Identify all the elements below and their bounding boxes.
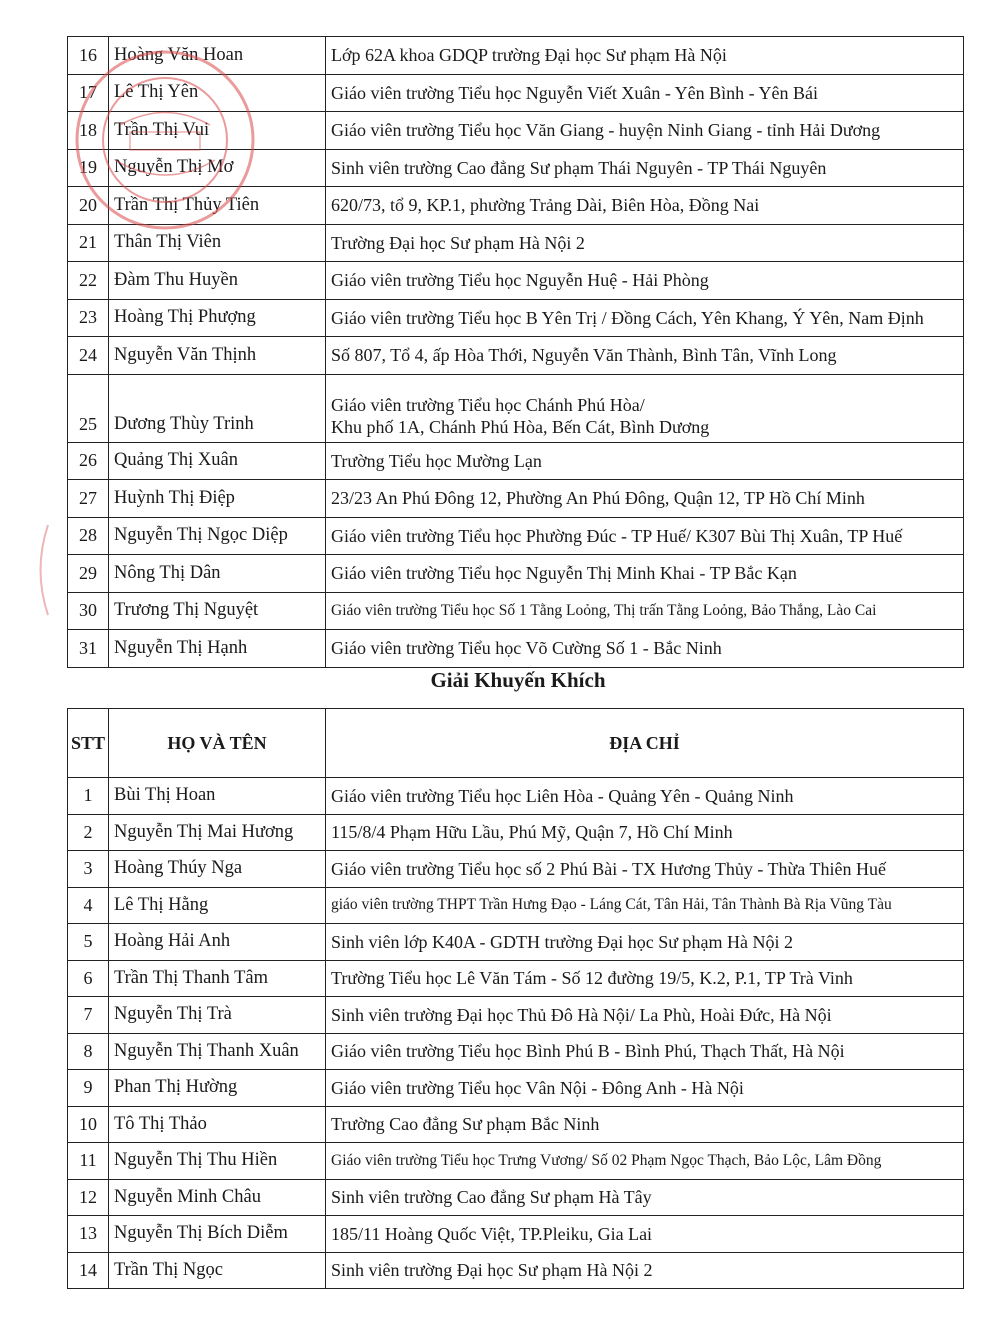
table-row [68,1252,964,1289]
row-stt: 5 [68,924,109,961]
row-stt: 28 [68,517,109,555]
row-stt: 3 [68,851,109,888]
row-name: Nguyễn Thị Mơ [109,149,326,187]
table-row [68,299,964,337]
row-stt: 29 [68,555,109,593]
row-address: Giáo viên trường Tiểu học Trưng Vương/ Số 02 Phạm Ngọc Thạch, Bảo Lộc, Lâm Đồng [326,1143,964,1180]
row-address: Trường Tiểu học Mường Lạn [326,442,964,480]
table-row [68,74,964,112]
row-name: Hoàng Hải Anh [109,924,326,961]
row-name: Lê Thị Yên [109,74,326,112]
address-line-1: Giáo viên trường Tiểu học Chánh Phú Hòa/ [331,394,645,415]
row-stt: 14 [68,1252,109,1289]
row-stt: 19 [68,149,109,187]
consolation-table-body [68,778,964,1289]
row-address: Giáo viên trường Tiểu học Nguyễn Thị Minh Khai - TP Bắc Kạn [326,555,964,593]
row-address: Giáo viên trường Tiểu học Bình Phú B - Bình Phú, Thạch Thất, Hà Nội [326,1033,964,1070]
row-address: giáo viên trường THPT Trần Hưng Đạo - Láng Cát, Tân Hải, Tân Thành Bà Rịa Vũng Tàu [326,887,964,924]
header-row [68,709,964,778]
section-title: Giải Khuyến Khích [430,668,606,692]
row-stt: 12 [68,1179,109,1216]
row-name: Nông Thị Dân [109,555,326,593]
row-stt: 30 [68,592,109,630]
table-row [68,592,964,630]
header-name: HỌ VÀ TÊN [109,709,326,778]
row-address: 185/11 Hoàng Quốc Việt, TP.Pleiku, Gia Lai [326,1216,964,1253]
row-address: Giáo viên trường Tiểu học số 2 Phú Bài - TX Hương Thủy - Thừa Thiên Huế [326,851,964,888]
row-stt: 8 [68,1033,109,1070]
row-stt: 9 [68,1070,109,1107]
table-row [68,924,964,961]
table-row [68,112,964,150]
row-name: Nguyễn Thị Hạnh [109,630,326,668]
row-name: Hoàng Thúy Nga [109,851,326,888]
row-stt: 10 [68,1106,109,1143]
row-stt: 17 [68,74,109,112]
row-name: Nguyễn Thị Ngọc Diệp [109,517,326,555]
row-stt: 13 [68,1216,109,1253]
row-name: Quảng Thị Xuân [109,442,326,480]
row-name: Hoàng Thị Phượng [109,299,326,337]
row-address: Giáo viên trường Tiểu học Nguyễn Huệ - Hải Phòng [326,262,964,300]
table-row [68,374,964,442]
row-stt: 6 [68,960,109,997]
row-stt: 20 [68,187,109,225]
results-table-continued [67,36,964,668]
row-name: Nguyễn Văn Thịnh [109,337,326,375]
row-stt: 18 [68,112,109,150]
table-row [68,337,964,375]
table-row [68,1143,964,1180]
row-name: Trần Thị Thanh Tâm [109,960,326,997]
address-line-2: Khu phố 1A, Chánh Phú Hòa, Bến Cát, Bình Dương [331,416,710,437]
row-address: Sinh viên trường Đại học Sư phạm Hà Nội 2 [326,1252,964,1289]
table-header [68,709,964,778]
row-address: Trường Đại học Sư phạm Hà Nội 2 [326,224,964,262]
row-stt: 25 [68,374,109,442]
row-stt: 21 [68,224,109,262]
table-row [68,851,964,888]
row-address: Số 807, Tổ 4, ấp Hòa Thới, Nguyễn Văn Thành, Bình Tân, Vĩnh Long [326,337,964,375]
row-stt: 31 [68,630,109,668]
row-address: 23/23 An Phú Đông 12, Phường An Phú Đông, Quận 12, TP Hồ Chí Minh [326,480,964,518]
results-table-body [68,37,964,668]
table-row [68,814,964,851]
table-row [68,442,964,480]
table-row [68,1070,964,1107]
row-name: Trần Thị Ngọc [109,1252,326,1289]
row-stt: 11 [68,1143,109,1180]
row-name: Nguyễn Thị Thu Hiền [109,1143,326,1180]
header-address: ĐỊA CHỈ [326,709,964,778]
row-address: Giáo viên trường Tiểu học B Yên Trị / Đồng Cách, Yên Khang, Ý Yên, Nam Định [326,299,964,337]
table-row [68,630,964,668]
row-name: Nguyễn Thị Trà [109,997,326,1034]
table-row [68,262,964,300]
row-address: Sinh viên trường Đại học Thủ Đô Hà Nội/ La Phù, Hoài Đức, Hà Nội [326,997,964,1034]
row-address: Giáo viên trường Tiểu học Vân Nội - Đông Anh - Hà Nội [326,1070,964,1107]
header-stt: STT [68,709,109,778]
row-address: Giáo viên trường Tiểu học Phường Đúc - TP Huế/ K307 Bùi Thị Xuân, TP Huế [326,517,964,555]
row-name: Trương Thị Nguyệt [109,592,326,630]
row-address: Giáo viên trường Tiểu học Võ Cường Số 1 - Bắc Ninh [326,630,964,668]
row-stt: 27 [68,480,109,518]
row-name: Lê Thị Hằng [109,887,326,924]
row-stt: 22 [68,262,109,300]
consolation-prize-table [67,708,964,1289]
table-row [68,555,964,593]
row-address: Trường Tiểu học Lê Văn Tám - Số 12 đường 19/5, K.2, P.1, TP Trà Vinh [326,960,964,997]
row-address: Trường Cao đẳng Sư phạm Bắc Ninh [326,1106,964,1143]
row-stt: 23 [68,299,109,337]
table-row [68,37,964,75]
row-name: Phan Thị Hường [109,1070,326,1107]
table-row [68,187,964,225]
table-row [68,1106,964,1143]
row-name: Nguyễn Thị Bích Diễm [109,1216,326,1253]
row-name: Huỳnh Thị Điệp [109,480,326,518]
row-name: Đàm Thu Huyền [109,262,326,300]
row-name: Trần Thị Vui [109,112,326,150]
table-row [68,778,964,815]
table-row [68,480,964,518]
row-name: Bùi Thị Hoan [109,778,326,815]
row-stt: 26 [68,442,109,480]
row-name: Dương Thùy Trinh [109,374,326,442]
table-row [68,517,964,555]
row-stt: 1 [68,778,109,815]
row-address [326,374,964,442]
table-row [68,1179,964,1216]
row-address: 115/8/4 Phạm Hữu Lầu, Phú Mỹ, Quận 7, Hồ Chí Minh [326,814,964,851]
table-row [68,149,964,187]
row-stt: 4 [68,887,109,924]
table-row [68,960,964,997]
row-name: Hoàng Văn Hoan [109,37,326,75]
row-address: Giáo viên trường Tiểu học Nguyễn Viết Xuân - Yên Bình - Yên Bái [326,74,964,112]
table-row [68,887,964,924]
edge-stamp-mark [28,520,58,620]
row-name: Nguyễn Thị Mai Hương [109,814,326,851]
row-address: Lớp 62A khoa GDQP trường Đại học Sư phạm Hà Nội [326,37,964,75]
table-row [68,224,964,262]
row-address: 620/73, tổ 9, KP.1, phường Trảng Dài, Biên Hòa, Đồng Nai [326,187,964,225]
row-name: Tô Thị Thảo [109,1106,326,1143]
row-address: Giáo viên trường Tiểu học Liên Hòa - Quảng Yên - Quảng Ninh [326,778,964,815]
table-row [68,1033,964,1070]
table-row [68,997,964,1034]
row-stt: 16 [68,37,109,75]
table-row [68,1216,964,1253]
row-address: Sinh viên trường Cao đẳng Sư phạm Thái Nguyên - TP Thái Nguyên [326,149,964,187]
row-address: Giáo viên trường Tiểu học Số 1 Tằng Loỏng, Thị trấn Tằng Loỏng, Bảo Thắng, Lào Cai [326,592,964,630]
row-name: Trần Thị Thủy Tiên [109,187,326,225]
row-stt: 7 [68,997,109,1034]
row-address: Sinh viên trường Cao đẳng Sư phạm Hà Tây [326,1179,964,1216]
row-name: Nguyễn Minh Châu [109,1179,326,1216]
row-address: Giáo viên trường Tiểu học Văn Giang - huyện Ninh Giang - tỉnh Hải Dương [326,112,964,150]
row-address: Sinh viên lớp K40A - GDTH trường Đại học Sư phạm Hà Nội 2 [326,924,964,961]
row-name: Thân Thị Viên [109,224,326,262]
row-stt: 24 [68,337,109,375]
row-stt: 2 [68,814,109,851]
row-name: Nguyễn Thị Thanh Xuân [109,1033,326,1070]
